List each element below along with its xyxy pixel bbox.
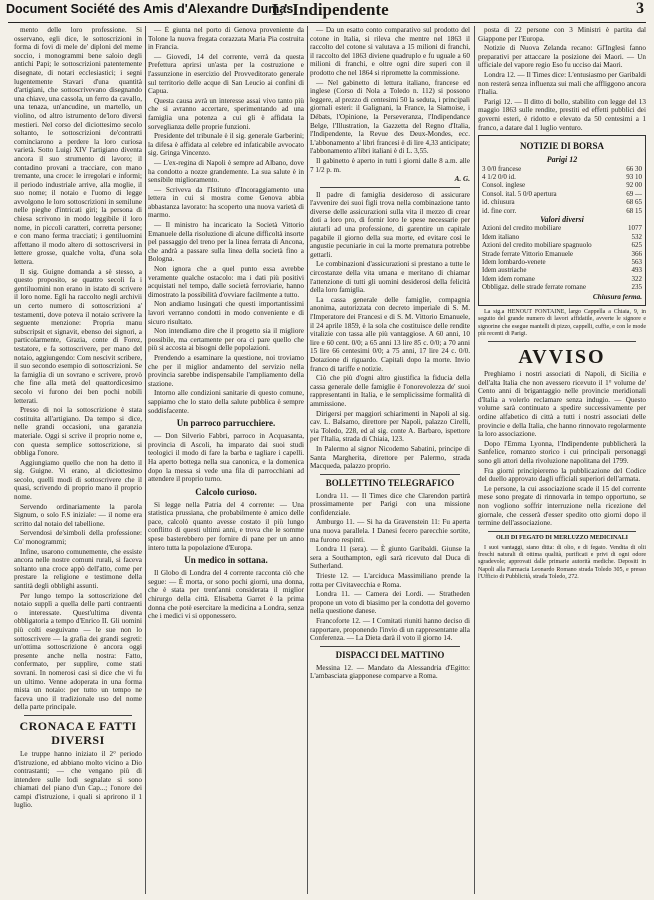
table-row: Idem idem romane 322: [482, 274, 642, 283]
section-divider: [488, 531, 636, 532]
article-paragraph: Non intendiamo dire che il progetto sia il migliore possibile, ma certamente per ora ci pare quello che più si accosta ai bisogni delle popolazioni.: [148, 327, 304, 353]
table-row: Consol. ital. 5 0/0 apertura 69 —: [482, 189, 642, 198]
borsa-closing: Chiusura ferma.: [592, 292, 642, 301]
article-paragraph: Intorno alle condizioni sanitarie di questo comune, sappiamo che lo stato della salute pubblica è sempre soddisfacente.: [148, 389, 304, 415]
article-paragraph: Infine, usarono comunemente, che essiste ancora nelle nostre comuni rurali, si faceva soltanto una croce appò dell'atto, come per prestare la religione e testimone della santità degli obblighi assunti.: [14, 547, 142, 590]
subheading-medico: Un medico in sottana.: [184, 555, 268, 566]
column-2: [148, 26, 304, 894]
article-paragraph: — Don Silverio Fabbri, parroco in Acquasanta, provincia di Ascoli, ha imparato dai suoi studi teologici il modo di fare la barba e tagliare i capelli. Ha aperto bottega nella sua canonica, e la domenica dopo la messa si vede una fila di parrocchiani ad attendere il proprio turno.: [148, 432, 304, 484]
telegram-item: Messina 12. — Mandato da Alessandria d'Egitto: L'ambasciata giapponese comparve a Roma.: [310, 663, 470, 681]
subheading-calcolo: Calcolo curioso.: [195, 486, 257, 497]
article-paragraph: Presso di noi la sottoscrizione è stata costituita all'artigiano. Da tempo si dice, nelle grandi occasioni, una garanzia materiale. Oggi si scrive il proprio nome e, con questa semplice sottoscrizione, si obbliga l'onore.: [14, 406, 142, 458]
article-paragraph: mento delle loro professione. Si osservano, egli dice, le sottoscrizioni in forma di fovi di mele de' diploni del meme soccio, i monogrammi bene saloio degli antichi Papi; le sottoscrizioni patentemente disegnate, di notari ecclesiastici; i segni lugentemente Stavari d'una quantità d'artigiani, che sottoscrivevano disegnando una chiave, una cassola, un ferro da cavallo, una tenaza, un'ancudine, un martello, un violino, od altro istrumento de'loro diversi mestieri. Nel corso del diciottesimo secolo soltanto, le sottoscrizioni de'contratti cominciarono a perdere la loro curiosa varietà. Sotto Luigi XIV l'artigiano diventa ancora il suo strumento di lavoro; il contadino provani a tracciare, con mano tremante, una croce: le irregolari e informi; il periodo industriale arrive, alla moglie, il suo nome; il notaio e l'uomo di legge avvolgono le loro sottoscrizioni in semilune nelle pieghe d'intricati giri; la persona di chiesa scrivono in modo leggibile il loro nome, in piccoli caratteri, corretta persone; e con mano ferma tracciati; i gentiluomini affettano il modo altero di sottoscriversi in lettere grosse, qualche volta, d'una sola lettera.: [14, 26, 142, 267]
table-row: Idem austriache 493: [482, 266, 642, 275]
table-row: Idem lombardo-venete 563: [482, 258, 642, 266]
article-paragraph: — È giunta nel porto di Genova proveniente da Tolone la nuova fregata corazzata Maria Pia costruita in Francia.: [148, 26, 304, 52]
telegram-item: Londra 11 (sera). — È giunto Garibaldi. Giunse la sera a Southampton, egli sarà ricevuto dal Duca di Sutherland.: [310, 545, 470, 571]
column-4: [478, 26, 646, 894]
article-paragraph: Dopo l'Emma Lyonna, l'Indipendente pubblicherà la Sanfelice, romanzo storico i cui principali personaggi sono gli attori della rivoluzione napolitana del 1799.: [478, 439, 646, 465]
advertisement-text: La sig.a HENOUT FONTAINE, largo Cappella a Chiaia, 9, in seguito del grande numero di lavori affidatile, avverte le signore e signorine che esegue mantelli di pizzo, cappelli, cuffie, e con le mode più recenti di Parigi.: [478, 309, 646, 337]
valori-title: Valori diversi: [540, 214, 584, 224]
article-paragraph: Le persone, la cui associazione scade il 15 del corrente mese sono pregate di rinnovarla in tempo opportuno, se non vogliono soffrir interruzione nella ricezione del giornale, che cesserà d'esser spedito otto giorni dopo il termine dell'associazione.: [478, 484, 646, 528]
table-row: 3 0/0 francese 66 30: [482, 164, 642, 173]
article-paragraph: Dirigersi per maggiori schiarimenti in Napoli al sig. cav. L. Balsamo, direttore per Napoli, palazzo Cirelli, via Toledo, 228, ed al sig. conte A. Barbaro, ispettore per l'Italia, strada di Chiaia, 123.: [310, 409, 470, 444]
column-divider: [145, 26, 146, 894]
table-row: id. chiusura 68 65: [482, 198, 642, 207]
article-paragraph: Per lungo tempo la sottoscrizione del notaio supplì a quella delle parti contraenti o interessate. Quest'ultima diventa obbligatoria a tempo d'Enrico II. Gli uomini più colti eseguivano — le sue non lo sottoscrivere — la grafia dei grandi segreti: un'ottima sottoscrizione è ancora oggi presente anche nella nostra: Fatto, confermato, per supplire, come stati sovrani. In nomerosi casi si dice che vi fu un ultimo. Venne adoperata in una forma mista un notaio: per tutto un tempo ne faceva uno il tradizionale uso del nome della parte principale.: [14, 591, 142, 712]
article-paragraph: Aggiungiamo quello che non ha detto il sig. Guigne. Vi erano, al diciottesimo secolo, quelli modi di sottoscrivere che il quasi, scrivendo di proprio mano il proprio nome.: [14, 458, 142, 502]
borsa-table: [482, 155, 642, 292]
article-paragraph: — Nel gabinetto di lettura italiano, francese ed inglese (Corso di Nola a Toledo n. 112) si possono leggere, al prezzo di centesimi 50 la seduta, i principali giornali esteri: il Galignani, la France, la Siamoise, i Débats, l'Opinione, la Perseveranza, l'Indipendance Belge, l'Illustration, la Gazzetta del Regno d'Italia, l'Indipendente, la Revue des Deux-Mondes, ecc. L'abbonamento a' libri francesi è di lire 4,33 anticipate; l'abbonamento a'libri italiani è di L. 3,55.: [310, 78, 470, 156]
column-divider: [474, 26, 475, 894]
article-paragraph: Prendendo a esaminare la questione, noi troviamo che per il miglior andamento del servizio nella provincia sarebbe indispensabile l'ampliamento della stazione.: [148, 353, 304, 388]
article-paragraph: Il Globo di Londra del 4 corrente racconta ciò che segue: — È morta, or sono pochi giorni, una donna, che è stata per trent'anni considerata il miglior chirurgo della città. Elisabetta Garret è la prima donna che potè esercitare la medicina a Londra, senza che i medici vi si opponessero.: [148, 569, 304, 621]
article-paragraph: Non ignora che a quel punto essa avrebbe veramente qualche ostacolo: ma i dati più positivi acquistati nel tempo, dalle società ferroviarie, hanno dimostrato la possibilità d'ovviare facilmente a tutto.: [148, 265, 304, 299]
section-divider: [320, 474, 460, 475]
article-paragraph: posta di 22 persone con 3 Ministri è partita dal Giappone per l'Europa.: [478, 26, 646, 43]
article-paragraph: — Giovedì, 14 del corrente, verrà da questa Prefettura aprirsi un'asta per la costruzione e l'assunzione in esercizio del Provveditorato generale sul territorio delle acque di San Leucio ai confini di Capua.: [148, 52, 304, 96]
article-paragraph: Preghiamo i nostri associati di Napoli, di Sicilia e dell'alta Italia che non avessero ricevuto il 1° volume de' Cento anni di brigantaggio nelle provincie meridionali d'Italia a volerlo reclamare senza indugio. — Questo volume sarà continuato a spedire successivamente per ordine alfabetico di città a tutti i nostri associati delle provincie e della Italia, che hanno rinnovato regolarmente la loro associazione.: [478, 370, 646, 439]
section-heading-bollettino: BOLLETTINO TELEGRAFICO: [325, 477, 455, 488]
section-divider: [488, 341, 636, 342]
telegram-item: Amburgo 11. — Si ha da Gravenstein 11: Fu aperta una nuova parallela. I Danesi fecero parecchie sortite, ma furono respinti.: [310, 518, 470, 544]
borsa-subtitle: Parigi 12: [546, 155, 578, 165]
stock-exchange-box: [478, 135, 646, 306]
article-paragraph: Presidente del tribunale è il sig. generale Garberini; la difesa è affidata al celebre ed infaticabile avvocato sig. Gringa Vincenzo.: [148, 132, 304, 158]
article-paragraph: — Da un esatto conto comparativo sul prodotto del cotone in Italia, si rileva che mentre nel 1863 il raccolto del cotone si valutava a 15 milioni di franchi, il raccolto del 1863 diviene quadruplo e fu uguale a 60 milioni di franchi, e oltre ogni dire superi con il prodotto che nel 1864 si ripromette la commissione.: [310, 26, 470, 77]
section-heading-cronaca: CRONACA E FATTI DIVERSI: [19, 718, 137, 747]
section-divider: [24, 715, 132, 716]
article-paragraph: Il gabinetto è aperto in tutti i giorni dalle 8 a.m. alle 7 1/2 p. m.: [310, 156, 470, 174]
article-paragraph: Il sig. Guigne domanda a sè stesso, a questo proposito, se quattro secoli fa i gentiluomini non erano in istato di scrivere il loro nome. Egli ha raccolto negli archivii un certo numero di sottoscrizioni a' testamenti, dove poteva il notaio scrivere la seguente menzione: Propria manu subscripsit et signavit, ebenso dei signori, a particolarmente, Grazia, conte di Forez, testatore, e fa sottoscrivere, per mano del notaio, aggiungendo: Com nescivit scribere, il suo secondo esempio di sottoscrizioni. Se la famiglia di un sovrano e scrivere, provò che fine alla metà del quattordicesimo secolo vi furono dei ben pochi nobili letterati.: [14, 267, 142, 405]
article-paragraph: Le combinazioni d'assicurazioni si prestano a tutte le circostanze della vita umana e meritano di chiamar l'attenzione di tutti gli uomini desiderosi della felicità della loro famiglia.: [310, 260, 470, 295]
table-row: Idem italiano 532: [482, 232, 642, 241]
article-paragraph: Notizie di Nuova Zelanda recano: Gl'Inglesi fanno preparativi per attaccare la posizione dei Maori. — Un ufficiale del vapore regio Eso fu ucciso dai Maori.: [478, 44, 646, 70]
article-paragraph: Non andiamo lusingati che questi importantissimi lavori verranno condotti in modo conveniente e di sicuro risultato.: [148, 300, 304, 326]
avviso-heading: AVVISO: [518, 346, 606, 369]
article-paragraph: Fra giorni principieremo la pubblicazione del Codice del duello approvato dagli ufficiali superiori dell'armata.: [478, 466, 646, 484]
subheading-parroco: Un parroco parrucchiere.: [176, 418, 276, 429]
article-paragraph: Il padre di famiglia desideroso di assicurare l'avvenire dei suoi figli trova nella combinazione tanto diverse delle assicurazioni sulla vita il mezzo di crear doti a loro pro, di fornir loro le spese necessarie per aiutarli ad una professione, di garentire un capitale pagabile il giorno della sua morte, ed evitare così le angustie pecuniarie in cui la morte prematura potrebbe gettarli.: [310, 190, 470, 259]
table-row: Consol. inglese 92 00: [482, 181, 642, 190]
header-bar: [0, 0, 654, 20]
article-paragraph: La cassa generale delle famiglie, compagnia anonima, autorizzata con decreto imperiale di S. M. l'Imperatore dei Francesi e di S. M. Vittorio Emanuele, il 24 aprile 1859, è la sola che costituisce delle rendite vitalizie con tassa alle più vantaggiose. A 60 anni, 10 lire e 60 cent. 0/0; a 65 anni 13 lire 85 c. 0/0; a 70 anni 15 lire 66 centesimi 0/0; a 75 anni, 17 lire 24 c. 0/0. Dotazione di riguardo. Capitali dopo la morte. Invio franco di tariffe e notizie.: [310, 295, 470, 373]
telegram-item: Londra 11. — Il Times dice che Clarendon partirà prossimamente per Parigi con una missione confidenziale.: [310, 491, 470, 517]
table-row: Azioni del credito mobiliare spagnuolo 625: [482, 241, 642, 250]
table-row: Strade ferrate Vittorio Emanuele 366: [482, 249, 642, 258]
header-rule: [8, 22, 646, 23]
section-divider: [320, 646, 460, 647]
article-paragraph: Parigi 12. — Il ditto di bollo, stabilito con legge del 13 maggio 1863 sulle rendite, prestiti ed effetti pubblici dei governi esteri, è ridotto e elevato da 50 centesimi a 1 franco, a datare dal 1 luglio venturo.: [478, 97, 646, 132]
article-paragraph: — Scriveva da l'Istituto d'Incoraggiamento una lettera in cui si mostra come Genova abbia abbastanza lavorato: ha scoperto una nuova varietà di marmo.: [148, 185, 304, 220]
article-paragraph: — Il ministro ha incaricato la Società Vittorio Emanuele della risoluzione di alcune difficoltà insorte pel passaggio del treno per la linea ferrata di Ancona, che andrà a passare sulla linea della società fino a Bologna.: [148, 221, 304, 264]
section-divider: [320, 187, 460, 188]
article-paragraph: In Palermo al signor Nicodemo Sabatini, principe di Santa Margherita, direttore per Palermo, strada Macqueda, palazzo proprio.: [310, 444, 470, 471]
article-paragraph: Servendosi de'simboli della professione: Co' monogrammi;: [14, 529, 142, 547]
column-1: [14, 26, 142, 894]
article-signature: A. G.: [454, 175, 470, 184]
table-row: Obbligaz. delle strade ferrate romane 235: [482, 283, 642, 292]
column-divider: [307, 26, 308, 894]
table-row: 4 1/2 0/0 id. 93 10: [482, 172, 642, 181]
article-paragraph: Questa causa avrà un interesse assai vivo tanto più che si avranno accertare, sperimentando ad una famiglia una potenza a cui gli è affidata la sorveglianza delle proprie funzioni.: [148, 96, 304, 131]
newspaper-masthead: L' Indipendente: [272, 0, 389, 19]
page-number: 3: [636, 0, 644, 17]
document-source-label: Document Société des Amis d'Alexandre Dumas: [6, 2, 294, 16]
article-paragraph: Londra 12. — Il Times dice: L'entusiasmo per Garibaldi non resterà senza influenza sui mali che affliggono ancora l'Italia.: [478, 70, 646, 97]
article-paragraph: Ciò che più d'ogni altro giustifica la fiducia della cassa generale delle famiglie è l'onorevolezza de' suoi rappresentanti in Italia, e le semplicissime formalità di ammissione.: [310, 374, 470, 408]
article-paragraph: — L'ex-regina di Napoli è sempre ad Albano, dove ha condotto a nozze grandemente. La sua salute è in sensibile miglioramento.: [148, 158, 304, 185]
table-row: Azioni del credito mobiliare 1077: [482, 224, 642, 233]
article-paragraph: Si legge nella Patria del 4 corrente: — Una statistica prussiana, che probabilmente è amico delle pace, calcolò quanto avesse costato il più lungo conflitto di questi ultimi anni, e trova che le somme spese basterebbero per fornire di pane per un anno intero tutta la popolazione d'Europa.: [148, 500, 304, 552]
borsa-title: NOTIZIE DI BORSA: [519, 141, 605, 152]
article-paragraph: Servendo ordinariamente la parola Signum, o solo F.S iniziale: — il nome era scritto dal notaio del tabellione.: [14, 502, 142, 528]
section-heading-dispacci: DISPACCI DEL MATTINO: [335, 649, 445, 660]
table-row: id. fine corr. 68 15: [482, 206, 642, 215]
column-3: [310, 26, 470, 894]
advertisement-text: I suoi vantaggi, siano ditta: di olio, e di fegato. Vendita di olii freschi naturali di ottima qualità, purificati e privi di ogni odore sgradevole; approvati dalle primarie autorità mediche. Depositi in Napoli alla Farmacia Leonardo Romano strada Toledo 305, e presso l'Ufficio di Pubblicità, strada Toledo, 272.: [478, 544, 646, 580]
telegram-item: Francoforte 12. — I Comitati riuniti hanno deciso di rapportare, proponendo l'invio di un rappresentante alla Conferenza. — La Dieta darà il voto il giorno 14.: [310, 617, 470, 643]
advertisement-heading: OLII DI FEGATO DI MERLUZZO MEDICINALI: [496, 534, 628, 541]
article-paragraph: Le truppe hanno iniziato il 2° periodo d'istruzione, ed abbiano molto vicino a Dio contrastanti; — che vengano più di intendere sulle lodi segnalate si sono chiamati del piano d'un Cap...; l'onore dei campi d'istruzione, i quali si aprirono il 1 luglio.: [14, 749, 142, 810]
telegram-item: Londra 11. — Camera dei Lordi. — Stratheden propone un voto di biasimo per la condotta del governo nella questione danese.: [310, 590, 470, 616]
telegram-item: Trieste 12. — L'arciduca Massimiliano prende la rotta per Civitavecchia e Roma.: [310, 572, 470, 589]
